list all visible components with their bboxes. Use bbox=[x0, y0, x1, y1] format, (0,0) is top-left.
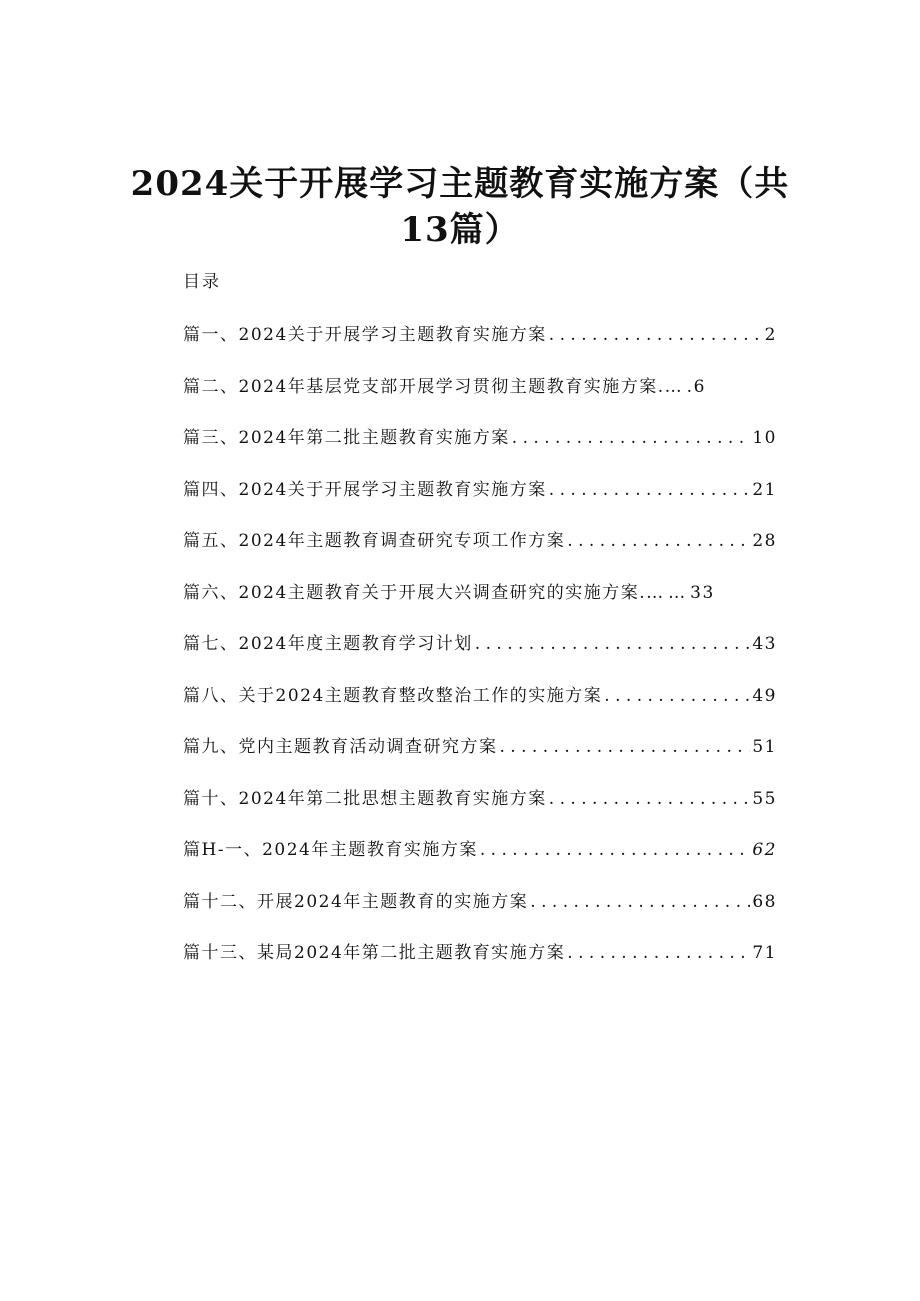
toc-entry-label: 篇七、2024年度主题教育学习计划 bbox=[183, 634, 473, 654]
toc-dot-leader bbox=[567, 936, 750, 970]
toc-entry-page-number: 49 bbox=[752, 685, 777, 706]
toc-dot-leader bbox=[549, 318, 763, 352]
toc-dot-leader bbox=[549, 782, 751, 816]
table-of-contents bbox=[183, 318, 777, 988]
toc-entry[interactable] bbox=[183, 318, 777, 370]
toc-entry-label: 篇三、2024年第二批主题教育实施方案 bbox=[183, 428, 510, 448]
toc-entry-page-number: 71 bbox=[752, 943, 777, 963]
toc-entry-label: 篇八、关于2024主题教育整改整治工作的实施方案 bbox=[183, 685, 603, 706]
toc-entry-label: 篇十二、开展2024年主题教育的实施方案 bbox=[183, 891, 529, 912]
toc-entry-page-number: 51 bbox=[752, 737, 777, 757]
toc-entry-label: 篇九、党内主题教育活动调查研究方案 bbox=[183, 737, 498, 757]
toc-entry[interactable] bbox=[183, 627, 777, 679]
toc-entry[interactable] bbox=[183, 782, 777, 834]
title-line-2: 13篇） bbox=[400, 209, 520, 250]
toc-entry[interactable] bbox=[183, 936, 777, 988]
toc-entry-page-number: 21 bbox=[752, 479, 777, 500]
toc-entry[interactable] bbox=[183, 885, 777, 937]
toc-entry-page-number: .6 bbox=[686, 376, 706, 397]
toc-entry[interactable] bbox=[183, 679, 777, 731]
toc-entry[interactable] bbox=[183, 576, 777, 628]
toc-entry-label: 篇四、2024关于开展学习主题教育实施方案 bbox=[183, 479, 547, 500]
toc-entry-label: 篇五、2024年主题教育调查研究专项工作方案 bbox=[183, 531, 566, 551]
toc-dot-leader bbox=[480, 833, 751, 867]
toc-entry-label: 篇六、2024主题教育关于开展大兴调查研究的实施方案. bbox=[183, 582, 647, 603]
toc-entry[interactable] bbox=[183, 421, 777, 473]
toc-dot-leader bbox=[549, 473, 751, 507]
toc-entry[interactable] bbox=[183, 473, 777, 525]
document-title bbox=[120, 161, 800, 253]
toc-entry-label: 篇十、2024年第二批思想主题教育实施方案 bbox=[183, 788, 547, 809]
toc-heading: 目录 bbox=[183, 272, 221, 292]
toc-dot-leader: … bbox=[664, 376, 687, 397]
toc-entry-page-number: 43 bbox=[752, 634, 777, 654]
toc-entry-page-number: 33 bbox=[690, 582, 715, 603]
toc-entry-label: 篇二、2024年基层党支部开展学习贯彻主题教育实施方案. bbox=[183, 376, 665, 397]
toc-dot-leader bbox=[530, 885, 750, 919]
toc-dot-leader bbox=[475, 627, 751, 661]
toc-entry-page-number: 10 bbox=[752, 428, 777, 448]
toc-entry-label: 篇H-一、2024年主题教育实施方案 bbox=[183, 840, 478, 860]
toc-entry[interactable] bbox=[183, 833, 777, 885]
toc-entry-page-number: 2 bbox=[764, 325, 777, 345]
toc-dot-leader bbox=[567, 524, 750, 558]
toc-entry-page-number: 28 bbox=[752, 531, 777, 551]
toc-dot-leader bbox=[512, 421, 751, 455]
toc-entry[interactable] bbox=[183, 370, 777, 422]
toc-entry-page-number: 55 bbox=[752, 788, 777, 809]
toc-entry-label: 篇一、2024关于开展学习主题教育实施方案 bbox=[183, 325, 547, 345]
toc-dot-leader: …… bbox=[646, 582, 691, 603]
toc-entry-page-number: 62 bbox=[752, 840, 777, 860]
toc-entry[interactable] bbox=[183, 524, 777, 576]
toc-dot-leader bbox=[500, 730, 751, 764]
toc-dot-leader bbox=[604, 679, 750, 713]
title-line-1: 2024关于开展学习主题教育实施方案（共 bbox=[130, 163, 790, 204]
toc-entry-label: 篇十三、某局2024年第二批主题教育实施方案 bbox=[183, 943, 566, 963]
toc-entry[interactable] bbox=[183, 730, 777, 782]
toc-entry-page-number: 68 bbox=[752, 891, 777, 912]
